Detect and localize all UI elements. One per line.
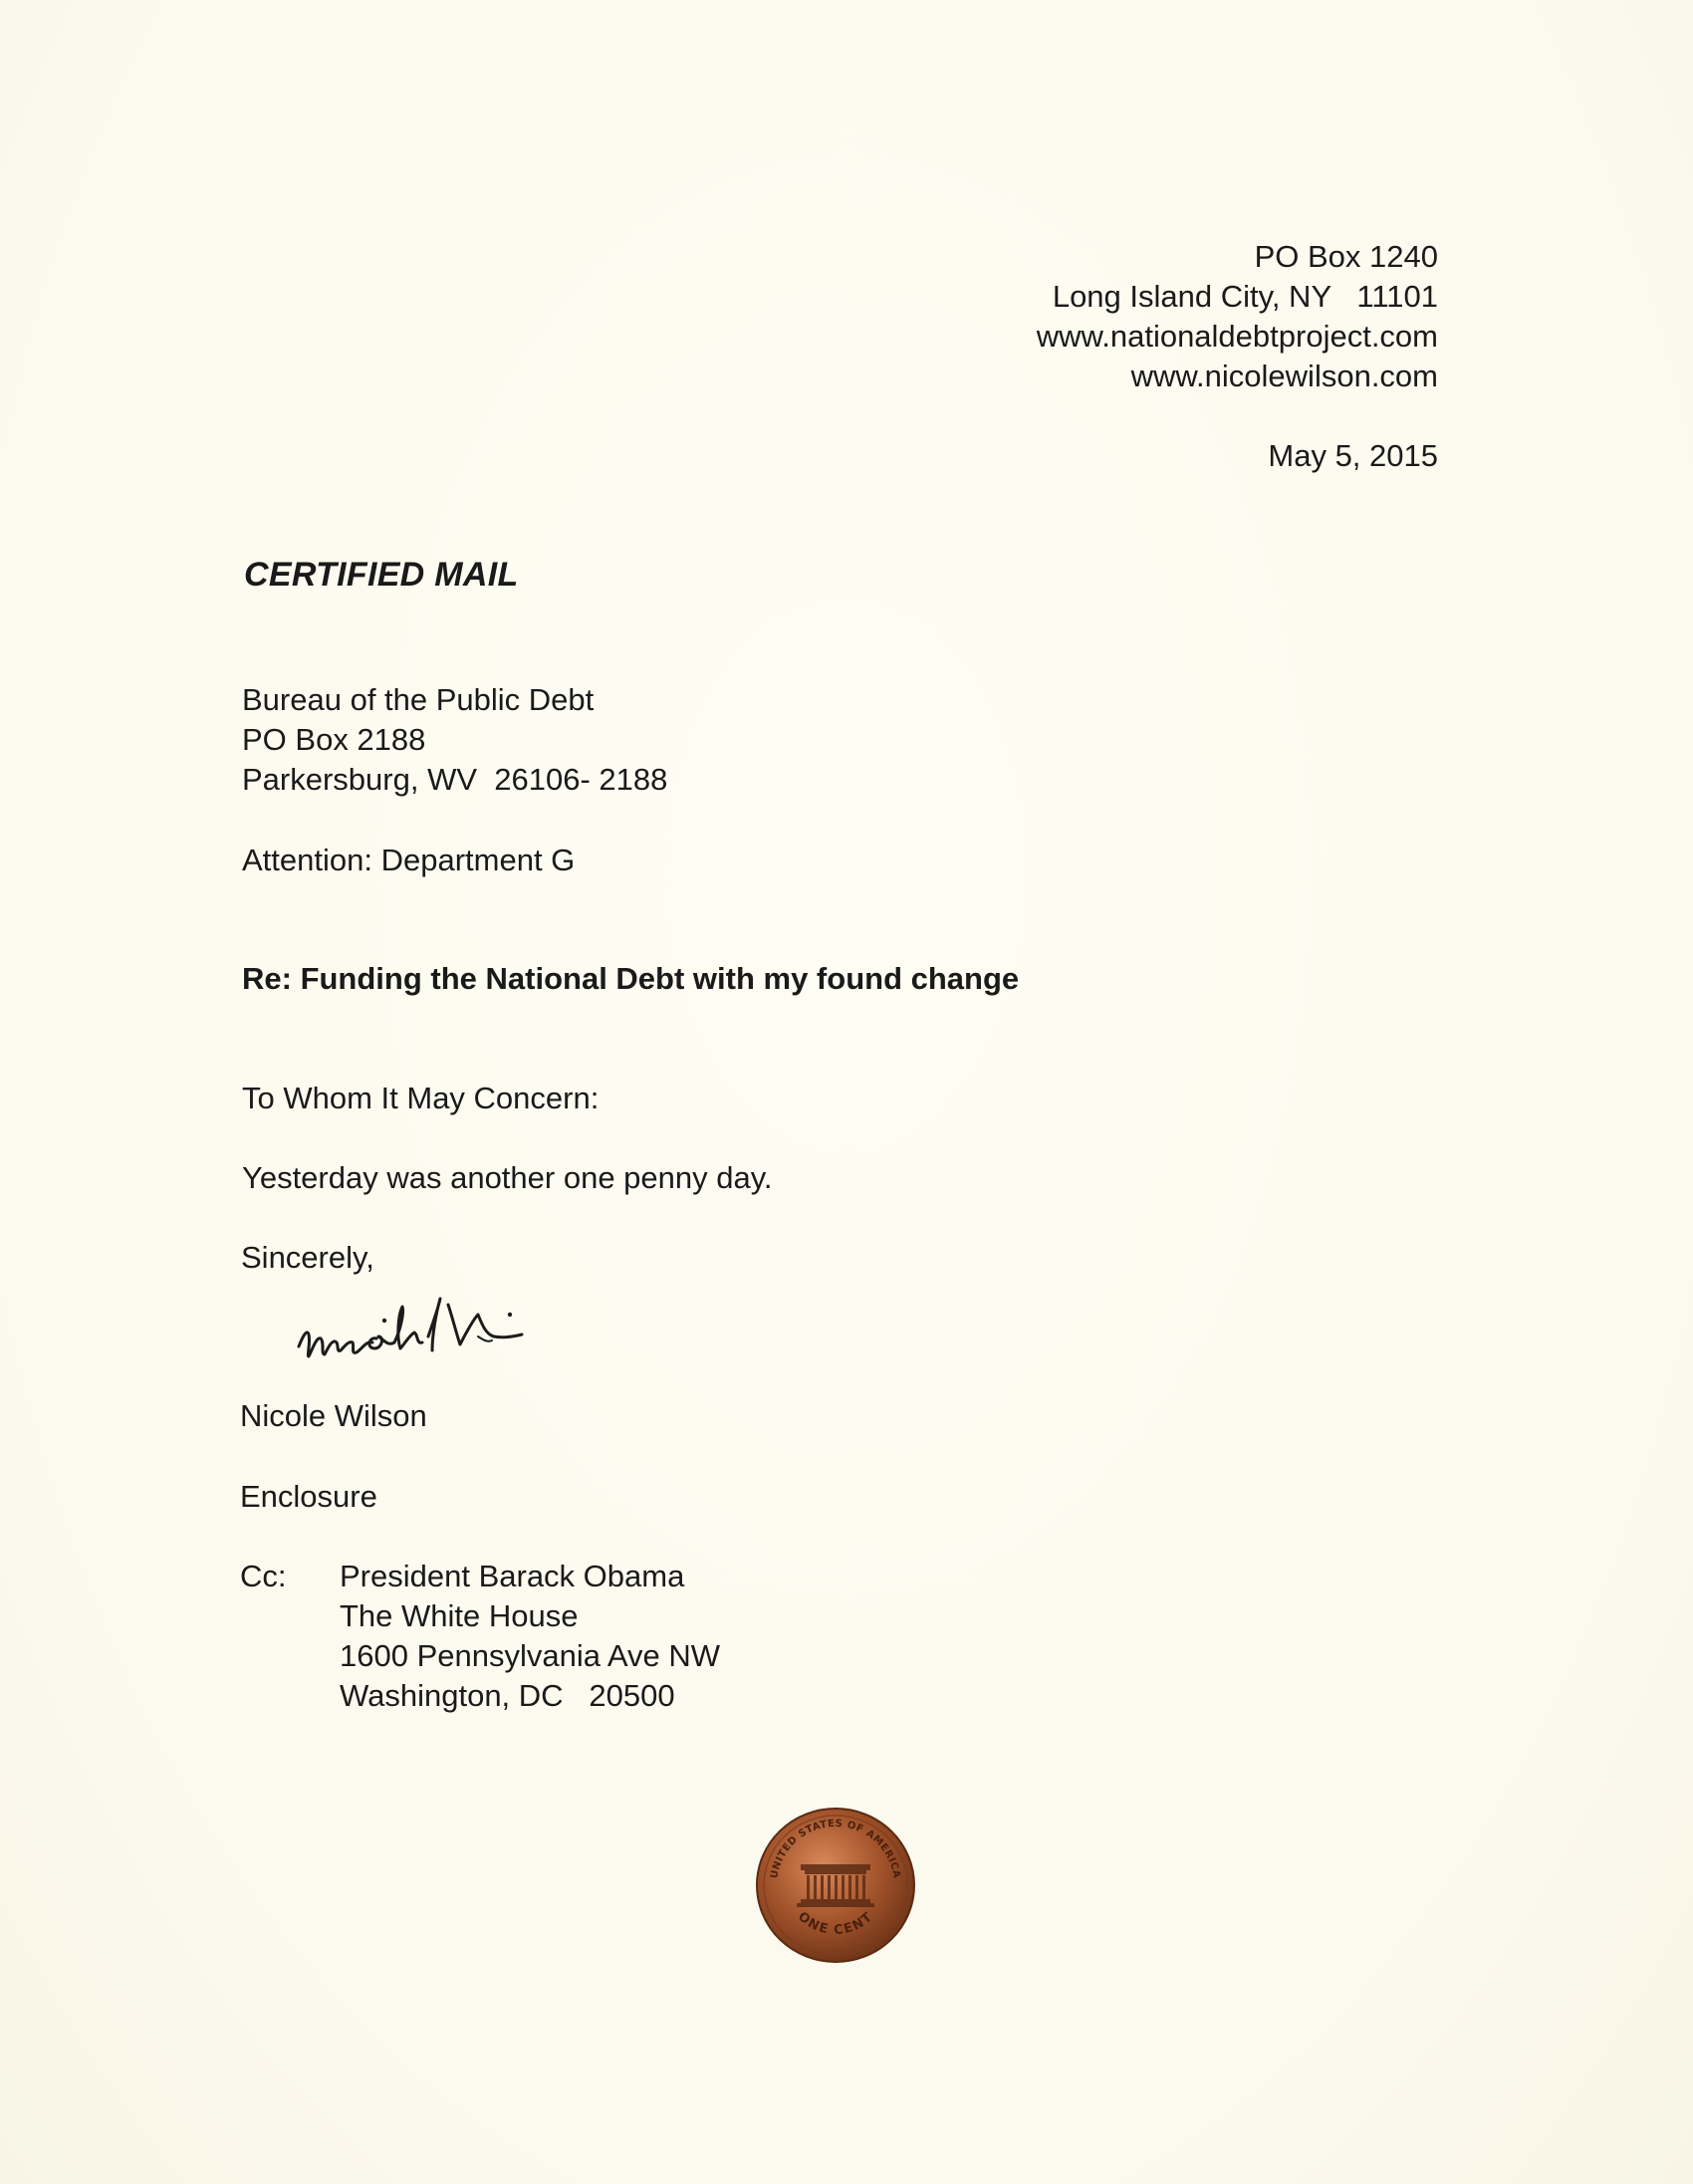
- closing: Sincerely,: [241, 1240, 374, 1275]
- sender-address-block: [1037, 237, 1438, 396]
- cc-street: 1600 Pennsylvania Ave NW: [340, 1638, 720, 1673]
- enclosure-note: Enclosure: [240, 1479, 377, 1514]
- recipient-name: Bureau of the Public Debt: [242, 682, 595, 717]
- recipient-address-block: [242, 680, 667, 800]
- sender-city-line: Long Island City, NY 11101: [1052, 279, 1438, 314]
- subject-line: Re: Funding the National Debt with my found change: [242, 961, 1020, 996]
- penny-top-inscription: UNITED STATES OF AMERICA: [769, 1818, 902, 1880]
- handwritten-signature: [289, 1285, 667, 1394]
- body-paragraph: Yesterday was another one penny day.: [242, 1160, 773, 1195]
- penny-bottom-inscription: ONE CENT: [795, 1909, 876, 1939]
- certified-mail-heading: CERTIFIED MAIL: [244, 556, 519, 594]
- attention-line: Attention: Department G: [242, 843, 576, 877]
- letter-date: May 5, 2015: [1268, 438, 1438, 473]
- cc-address-block: [340, 1557, 720, 1716]
- cc-name: President Barack Obama: [340, 1559, 685, 1593]
- cc-label: Cc:: [240, 1559, 287, 1593]
- sender-website-1: www.nationaldebtproject.com: [1036, 319, 1438, 354]
- cc-city-line: Washington, DC 20500: [340, 1678, 675, 1713]
- cc-organization: The White House: [340, 1598, 579, 1633]
- signer-name: Nicole Wilson: [240, 1398, 427, 1433]
- penny-coin-image: [755, 1807, 916, 1964]
- sender-website-2: www.nicolewilson.com: [1130, 359, 1438, 393]
- recipient-po-box: PO Box 2188: [242, 722, 426, 757]
- recipient-city-line: Parkersburg, WV 26106- 2188: [242, 762, 668, 797]
- salutation: To Whom It May Concern:: [242, 1081, 600, 1115]
- sender-po-box: PO Box 1240: [1254, 239, 1438, 274]
